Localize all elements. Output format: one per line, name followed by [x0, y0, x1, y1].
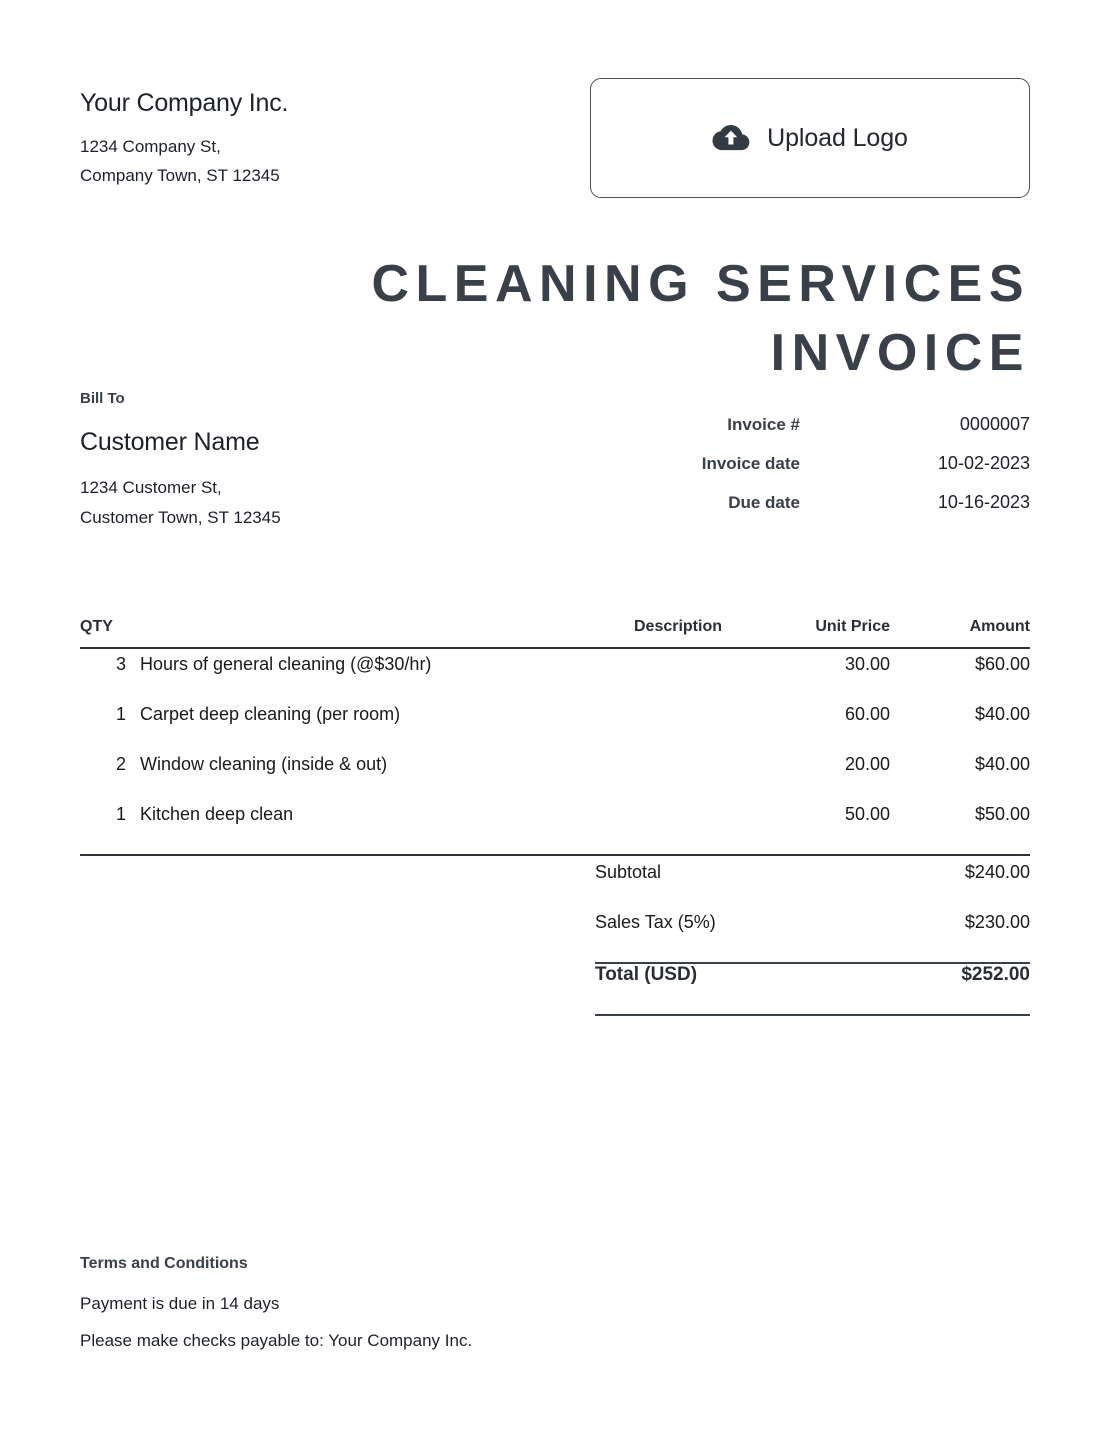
column-header-description: Description: [633, 618, 722, 635]
table-row: [80, 804, 1030, 854]
terms-line-1: Payment is due in 14 days: [80, 1294, 280, 1313]
table-row: [80, 704, 1030, 754]
row-description: Carpet deep cleaning (per room): [140, 704, 401, 724]
row-qty: 1: [115, 804, 126, 824]
row-description: Hours of general cleaning (@$30/hr): [140, 654, 432, 674]
row-unit-price: 20.00: [844, 754, 890, 774]
row-amount: $60.00: [974, 654, 1030, 674]
table-row: [80, 654, 1030, 704]
table-header-row: [80, 618, 1030, 647]
upload-logo-label: Upload Logo: [767, 123, 908, 152]
grand-total-label: Total (USD): [595, 964, 698, 985]
row-unit-price: 60.00: [844, 704, 890, 724]
totals-bottom-divider: [595, 1014, 1030, 1016]
customer-address-line-1: 1234 Customer St,: [80, 478, 222, 497]
upload-logo-button[interactable]: [590, 78, 1030, 198]
bill-to-label: Bill To: [80, 390, 125, 407]
table-body-divider: [80, 854, 1030, 856]
invoice-number-value: 0000007: [959, 414, 1030, 434]
table-body: [80, 649, 1030, 854]
subtotal-value: $240.00: [964, 862, 1030, 882]
column-header-unit-price: Unit Price: [815, 618, 890, 635]
row-qty: 1: [115, 704, 126, 724]
document-title-line-1: CLEANING SERVICES: [371, 255, 1030, 313]
invoice-header: [80, 78, 1030, 198]
meta-row-invoice-date: [610, 453, 1030, 474]
terms-and-conditions: [80, 1255, 840, 1351]
terms-title: Terms and Conditions: [80, 1255, 248, 1272]
meta-row-invoice-number: [610, 414, 1030, 435]
document-title: [80, 250, 1030, 387]
grand-total-value: $252.00: [961, 964, 1030, 985]
row-unit-price: 50.00: [844, 804, 890, 824]
terms-line-2: Please make checks payable to: Your Company Inc.: [80, 1331, 473, 1350]
row-description: Window cleaning (inside & out): [140, 754, 388, 774]
row-qty: 3: [115, 654, 126, 674]
totals-row-sales-tax: [595, 912, 1030, 962]
row-amount: $40.00: [974, 704, 1030, 724]
totals-row-grand-total: [595, 964, 1030, 1014]
sales-tax-value: $230.00: [964, 912, 1030, 932]
invoice-date-label: Invoice date: [701, 454, 800, 473]
line-items-table: [80, 618, 1030, 1016]
company-address-line-1: 1234 Company St,: [80, 137, 221, 156]
row-qty: 2: [115, 754, 126, 774]
due-date-value: 10-16-2023: [937, 492, 1030, 512]
bill-to-section: [80, 390, 540, 534]
due-date-label: Due date: [728, 493, 800, 512]
row-unit-price: 30.00: [844, 654, 890, 674]
company-info: [80, 78, 288, 190]
subtotal-label: Subtotal: [595, 862, 662, 882]
invoice-date-value: 10-02-2023: [937, 453, 1030, 473]
table-row: [80, 754, 1030, 804]
totals-row-subtotal: [595, 862, 1030, 912]
customer-address-line-2: Customer Town, ST 12345: [80, 508, 281, 528]
invoice-meta: [610, 414, 1030, 513]
column-header-qty: QTY: [80, 618, 113, 635]
meta-row-due-date: [610, 492, 1030, 513]
company-name: Your Company Inc.: [80, 89, 289, 117]
document-title-line-2: INVOICE: [770, 323, 1030, 382]
row-amount: $40.00: [974, 754, 1030, 774]
company-address-line-2: Company Town, ST 12345: [80, 166, 280, 186]
totals-section: [595, 862, 1030, 1016]
customer-name: Customer Name: [80, 428, 260, 456]
column-header-amount: Amount: [969, 618, 1030, 635]
cloud-upload-icon: [712, 123, 750, 153]
invoice-number-label: Invoice #: [727, 415, 800, 434]
row-description: Kitchen deep clean: [140, 804, 294, 824]
sales-tax-label: Sales Tax (5%): [595, 912, 716, 932]
row-amount: $50.00: [974, 804, 1030, 824]
